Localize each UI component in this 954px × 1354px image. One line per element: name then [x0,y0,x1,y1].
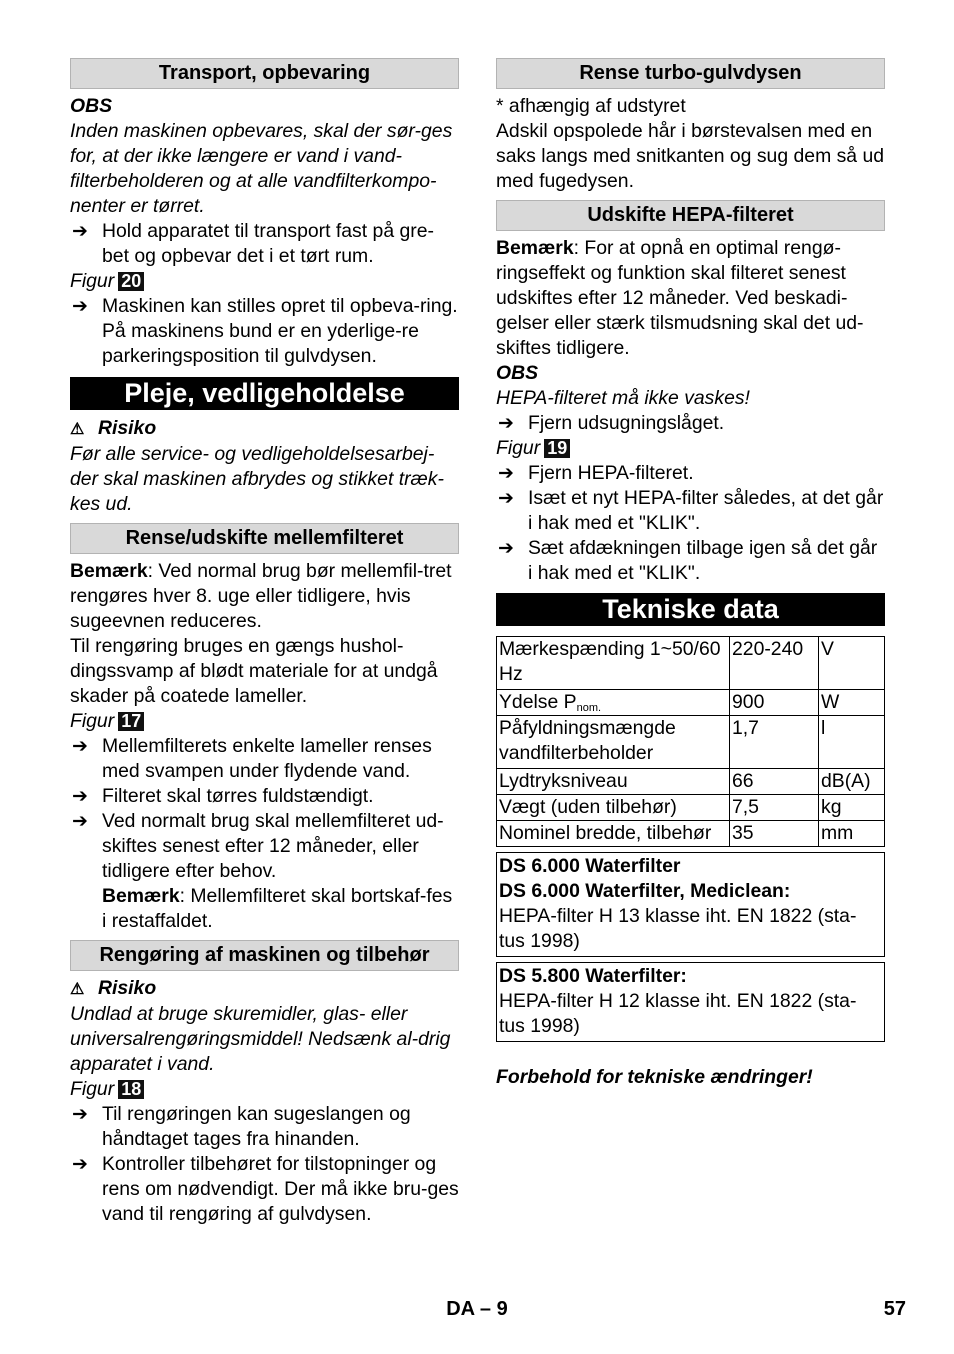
list-item: ➔ Isæt et nyt HEPA-filter således, at det går i hak med et "KLIK". [498,487,884,534]
figure-number-badge: 17 [118,712,144,731]
list-item: ➔ Ved normalt brug skal mellemfilteret ud-skiftes senest efter 12 måneder, eller tidligere efter behov. [72,810,444,882]
paragraph: Til rengøring bruges en gængs hushol-dingssvamp af blødt materiale for at undgå skader på coatede lameller. [70,635,438,707]
arrow-icon: ➔ [498,463,514,484]
left-column [70,58,459,1227]
note-paragraph: Bemærk: For at opnå en optimal rengø-ringseffekt og funktion skal filteret senest udskiftes efter 12 måneder. Ved beskadi-gelser eller stærk tilsmudsning skal det ud-skiftes tidligere. [496,237,864,359]
box-title: DS 6.000 Waterfilter, Mediclean: [499,880,791,902]
section-heading-transport: Transport, opbevaring [70,58,459,89]
list-item: ➔ Maskinen kan stilles opret til opbeva-ring. På maskinens bund er en yderlige-re parkeringsposition til gulvdysen. [72,295,458,367]
arrow-icon: ➔ [72,786,88,807]
arrow-icon: ➔ [498,488,514,509]
risk-label: ⚠ Risiko [70,976,459,1002]
obs-text: Inden maskinen opbevares, skal der sør-ges for, at der ikke længere er vand i vand-filterbeholderen og at alle vandfilterkompo-nenter er tørret. [70,120,453,217]
obs-label: OBS [496,362,539,384]
risk-label: ⚠ Risiko [70,416,459,442]
arrow-icon: ➔ [72,221,88,242]
spec-box-ds6000 [496,852,885,957]
figure-reference: Figur 20 [70,269,459,294]
warning-icon: ⚠ [70,421,85,438]
spec-box-ds5800 [496,962,885,1042]
list-item: ➔ Kontroller tilbehøret for tilstopninger og rens om nødvendigt. Der må ikke bru-ges vand til rengøring af gulvdysen. [72,1153,459,1225]
paragraph: Adskil opspolede hår i børstevalsen med en saks langs med snitkanten og sug dem så ud med fugedysen. [496,120,885,192]
table-cell-label: Vægt (uden tilbehør) [497,795,730,821]
note-paragraph: Bemærk: Mellemfilteret skal bortskaf-fes i restaffaldet. [102,885,453,932]
footnote-line: * afhængig af udstyret [496,95,686,117]
list-item: ➔ Fjern udsugningslåget. [498,412,725,434]
table-row [497,769,885,795]
table-cell-unit: dB(A) [819,769,885,795]
table-cell-unit: mm [819,821,885,847]
table-cell-unit: l [819,716,885,769]
table-cell-label: Mærkespænding 1~50/60 Hz [497,637,730,690]
box-title: DS 6.000 Waterfilter [499,855,681,877]
right-column [496,58,885,1090]
table-cell-unit: kg [819,795,885,821]
obs-text: HEPA-filteret må ikke vaskes! [496,387,750,409]
box-text: HEPA-filter H 13 klasse iht. EN 1822 (sta-tus 1998) [499,905,857,952]
table-cell-label: Påfyldningsmængde vandfilterbeholder [497,716,730,769]
figure-reference: Figur 17 [70,709,459,734]
table-row [497,637,885,690]
box-title: DS 5.800 Waterfilter: [499,965,687,987]
reservation-note: Forbehold for tekniske ændringer! [496,1066,813,1088]
figure-number-badge: 20 [118,272,144,291]
list-item: ➔ Hold apparatet til transport fast på gre-bet og opbevar det i et tørt rum. [72,220,434,267]
list-item: ➔ Fjern HEPA-filteret. [498,462,694,484]
list-item: ➔ Mellemfilterets enkelte lameller renses med svampen under flydende vand. [72,735,432,782]
risk-text: Før alle service- og vedligeholdelsesarbej-der skal maskinen afbrydes og stikket træk-kes ud. [70,443,444,515]
risk-text: Undlad at bruge skuremidler, glas- eller universalrengøringsmiddel! Nedsænk al-drig apparatet i vand. [70,1003,451,1075]
arrow-icon: ➔ [72,811,88,832]
chapter-heading-tech: Tekniske data [496,593,885,626]
table-cell-label: Lydtryksniveau [497,769,730,795]
figure-number-badge: 18 [118,1080,144,1099]
figure-number-badge: 19 [544,439,570,458]
arrow-icon: ➔ [72,1154,88,1175]
table-cell-value: 900 [730,690,819,716]
section-heading-cleaning: Rengøring af maskinen og tilbehør [70,940,459,971]
section-heading-filter: Rense/udskifte mellemfilteret [70,523,459,554]
table-cell-value: 7,5 [730,795,819,821]
warning-icon: ⚠ [70,981,85,998]
table-cell-label: Nominel bredde, tilbehør [497,821,730,847]
list-item: ➔ Filteret skal tørres fuldstændigt. [72,785,374,807]
table-row [497,821,885,847]
obs-label: OBS [70,95,113,117]
table-cell-label: Ydelse $P_{nom.}$ [497,690,730,716]
section-heading-turbo: Rense turbo-gulvdysen [496,58,885,89]
table-cell-unit: V [819,637,885,690]
arrow-icon: ➔ [498,413,514,434]
table-cell-unit: W [819,690,885,716]
table-row [497,690,885,716]
arrow-icon: ➔ [72,296,88,317]
arrow-icon: ➔ [498,538,514,559]
list-item: ➔ Til rengøringen kan sugeslangen og håndtaget tages fra hinanden. [72,1103,411,1150]
arrow-icon: ➔ [72,1104,88,1125]
tech-data-table [496,636,885,847]
table-cell-value: 1,7 [730,716,819,769]
figure-reference: Figur 19 [496,436,885,461]
list-item: ➔ Sæt afdækningen tilbage igen så det går i hak med et "KLIK". [498,537,878,584]
figure-reference: Figur 18 [70,1077,459,1102]
table-row [497,795,885,821]
chapter-heading-care: Pleje, vedligeholdelse [70,377,459,410]
note-paragraph: Bemærk: Ved normal brug bør mellemfil-tret rengøres hver 8. uge eller tidligere, hvis sugeevnen reduceres. [70,560,452,632]
table-row [497,716,885,769]
table-cell-value: 220-240 [730,637,819,690]
table-cell-value: 66 [730,769,819,795]
arrow-icon: ➔ [72,736,88,757]
table-cell-value: 35 [730,821,819,847]
page-number: 57 [883,1298,906,1320]
footer-section-label: DA – 9 [446,1298,508,1320]
box-text: HEPA-filter H 12 klasse iht. EN 1822 (sta-tus 1998) [499,990,857,1037]
section-heading-hepa: Udskifte HEPA-filteret [496,200,885,231]
